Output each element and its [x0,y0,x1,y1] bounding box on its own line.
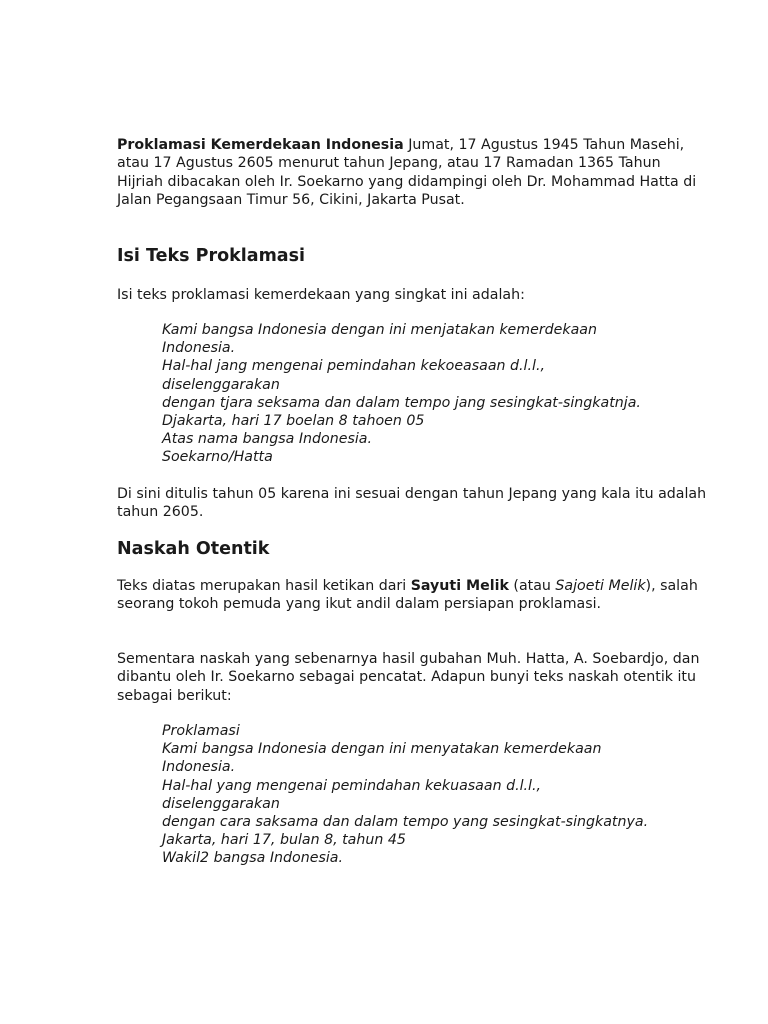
quote-line: Hal-hal yang mengenai pemindahan kekuasaan d.l.l., [162,777,542,794]
sajoeti-melik-name: Sajoeti Melik [555,578,646,594]
quote-line: diselenggarakan [162,795,280,812]
quote-line: Soekarno/Hatta [162,449,273,466]
sayuti-melik-name: Sayuti Melik [410,578,509,594]
proclamation-quote-authentic [162,722,707,868]
section2-paragraph-1 [117,577,707,614]
quote-line: Proklamasi [162,723,240,739]
quote-line: Hal-hal jang mengenai pemindahan kekoeasaan d.l.l., [162,358,545,375]
p1-text-after: ), salah seorang tokoh pemuda yang ikut andil dalam persiapan proklamasi. [117,578,698,613]
section1-lead: Isi teks proklamasi kemerdekaan yang singkat ini adalah: [117,287,525,303]
quote-line: dengan tjara seksama dan dalam tempo jang sesingkat-singkatnja. [162,394,641,411]
quote-line: Djakarta, hari 17 boelan 8 tahoen 05 [162,413,425,430]
section2-paragraph-2: Sementara naskah yang sebenarnya hasil gubahan Muh. Hatta, A. Soebardjo, dan dibantu oleh Ir. Soekarno sebagai pencatat. Adapun bunyi teks naskah otentik itu sebagai berikut: [117,651,700,704]
section1-note: Di sini ditulis tahun 05 karena ini sesuai dengan tahun Jepang yang kala itu adalah tahun 2605. [117,486,707,521]
quote-line: diselenggarakan [162,376,280,393]
quote-line: Kami bangsa Indonesia dengan ini menjatakan kemerdekaan [162,322,597,338]
section-heading-naskah-otentik: Naskah Otentik [117,539,270,559]
quote-line: Indonesia. [162,340,236,357]
quote-line: dengan cara saksama dan dalam tempo yang sesingkat-singkatnya. [162,814,649,831]
p1-text-before: Teks diatas merupakan hasil ketikan dari [117,578,411,594]
intro-paragraph [117,136,707,210]
proclamation-quote-typed [162,321,707,467]
quote-line: Indonesia. [162,759,236,776]
quote-line: Atas nama bangsa Indonesia. [162,431,372,448]
quote-line: Jakarta, hari 17, bulan 8, tahun 45 [162,832,406,849]
p1-text-mid: (atau [508,578,556,594]
intro-title: Proklamasi Kemerdekaan Indonesia [117,137,404,153]
section-heading-isi-teks: Isi Teks Proklamasi [117,246,306,266]
quote-line: Kami bangsa Indonesia dengan ini menyatakan kemerdekaan [162,741,602,758]
quote-line: Wakil2 bangsa Indonesia. [162,850,343,867]
intro-text: Jumat, 17 Agustus 1945 Tahun Masehi, atau 17 Agustus 2605 menurut tahun Jepang, atau 17 Ramadan 1365 Tahun Hijriah dibacakan oleh Ir. Soekarno yang didampingi oleh Dr. Mohammad Hatta di Jalan Pegangsaan Timur 56, Cikini, Jakarta Pusat. [117,137,697,209]
